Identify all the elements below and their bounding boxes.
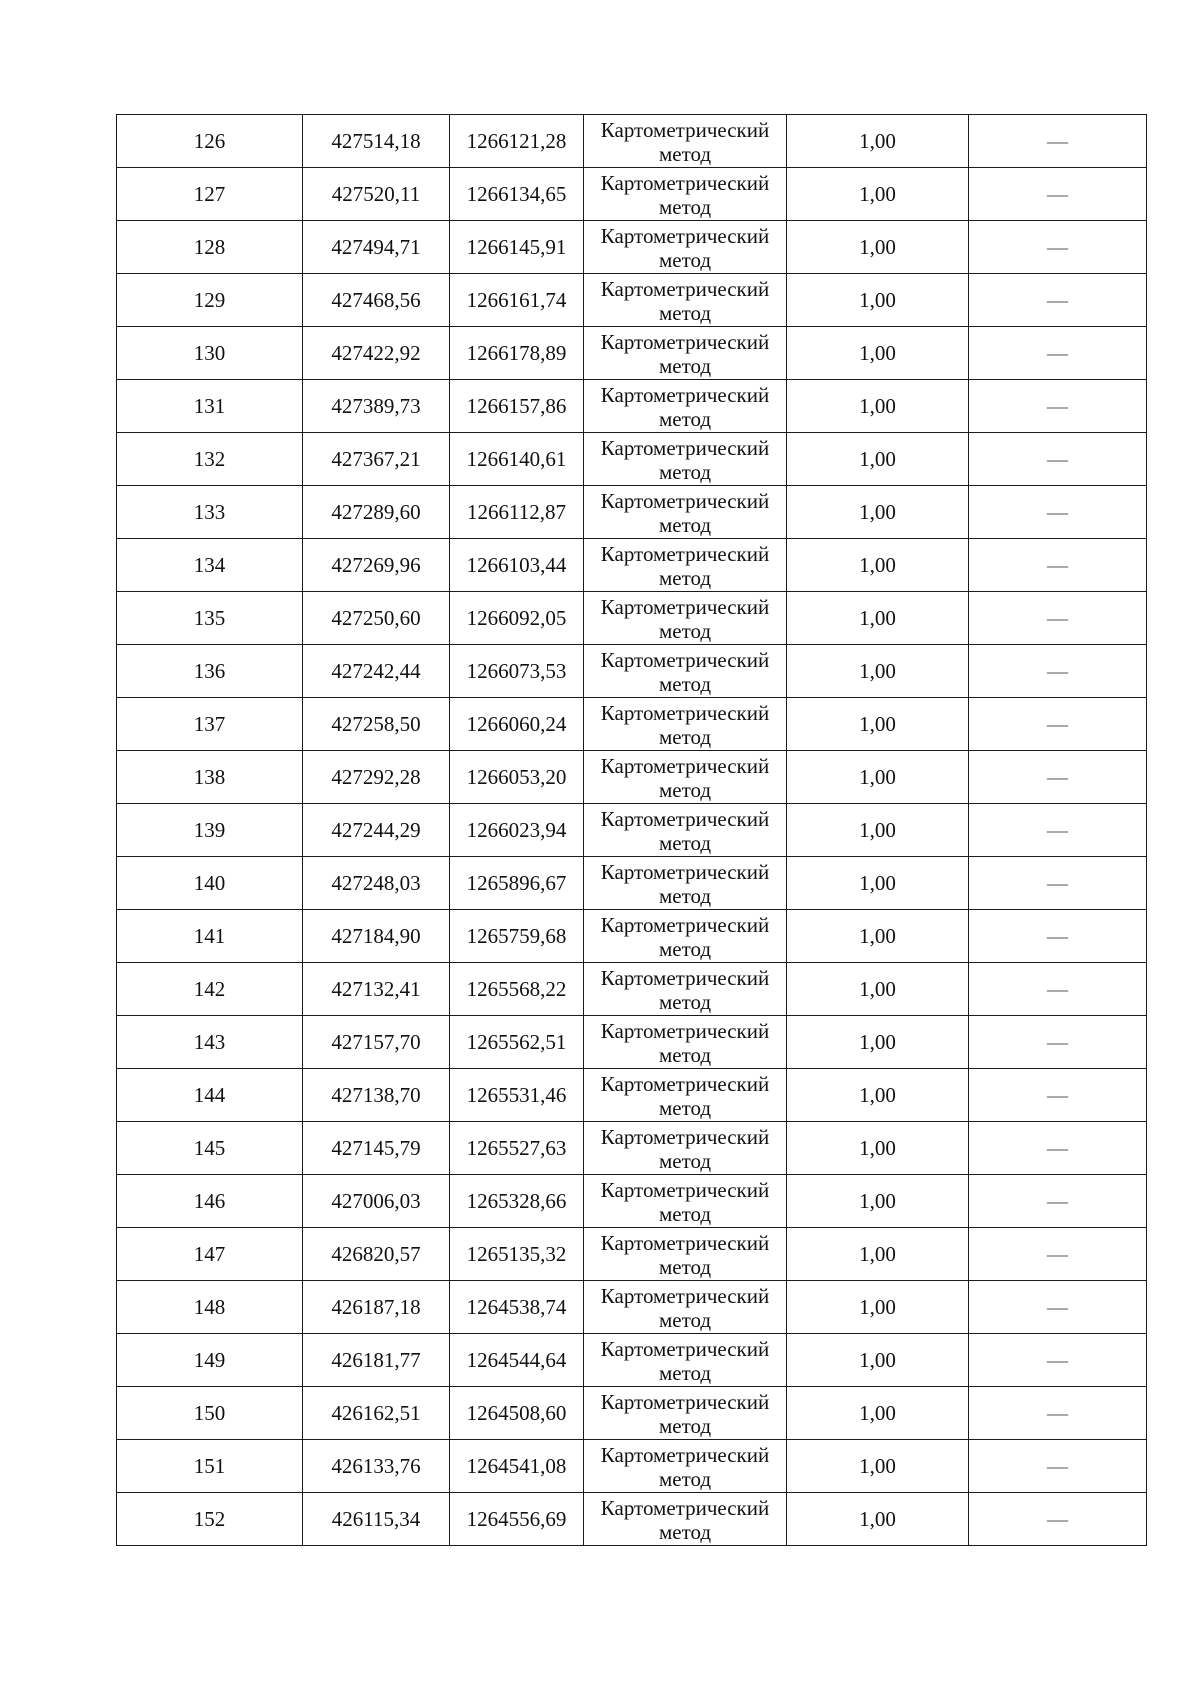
coordinate-x-cell: 427248,03 [303,857,450,910]
method-cell: Картометрический метод [584,539,787,592]
coordinate-y-cell: 1266060,24 [450,698,584,751]
point-number-cell: 137 [117,698,303,751]
coordinate-x-cell: 427289,60 [303,486,450,539]
note-cell: — [969,1387,1147,1440]
table-row [117,698,1147,751]
table-row [117,804,1147,857]
method-cell: Картометрический метод [584,486,787,539]
accuracy-cell: 1,00 [787,1334,969,1387]
note-cell: — [969,645,1147,698]
table-row [117,751,1147,804]
table-row [117,1440,1147,1493]
coordinate-x-cell: 427145,79 [303,1122,450,1175]
coordinate-x-cell: 427514,18 [303,115,450,168]
point-number-cell: 141 [117,910,303,963]
point-number-cell: 132 [117,433,303,486]
coordinate-y-cell: 1265562,51 [450,1016,584,1069]
coordinate-y-cell: 1265531,46 [450,1069,584,1122]
coordinate-y-cell: 1265135,32 [450,1228,584,1281]
table-row [117,380,1147,433]
coordinate-y-cell: 1266161,74 [450,274,584,327]
table-row [117,486,1147,539]
point-number-cell: 151 [117,1440,303,1493]
coordinate-x-cell: 426162,51 [303,1387,450,1440]
point-number-cell: 152 [117,1493,303,1546]
note-cell: — [969,1493,1147,1546]
table-row [117,327,1147,380]
table-row [117,115,1147,168]
point-number-cell: 149 [117,1334,303,1387]
table-row [117,1387,1147,1440]
coordinate-y-cell: 1264556,69 [450,1493,584,1546]
note-cell: — [969,857,1147,910]
point-number-cell: 145 [117,1122,303,1175]
table-row [117,963,1147,1016]
point-number-cell: 146 [117,1175,303,1228]
accuracy-cell: 1,00 [787,274,969,327]
accuracy-cell: 1,00 [787,751,969,804]
table-row [117,1281,1147,1334]
coordinate-x-cell: 427184,90 [303,910,450,963]
coordinates-table-body [117,115,1147,1546]
coordinate-x-cell: 426115,34 [303,1493,450,1546]
point-number-cell: 130 [117,327,303,380]
accuracy-cell: 1,00 [787,963,969,1016]
method-cell: Картометрический метод [584,592,787,645]
method-cell: Картометрический метод [584,1281,787,1334]
coordinate-y-cell: 1265896,67 [450,857,584,910]
accuracy-cell: 1,00 [787,486,969,539]
method-cell: Картометрический метод [584,433,787,486]
coordinate-y-cell: 1265759,68 [450,910,584,963]
accuracy-cell: 1,00 [787,1493,969,1546]
coordinate-x-cell: 426133,76 [303,1440,450,1493]
point-number-cell: 144 [117,1069,303,1122]
coordinate-y-cell: 1266112,87 [450,486,584,539]
method-cell: Картометрический метод [584,751,787,804]
coordinate-y-cell: 1264508,60 [450,1387,584,1440]
coordinate-x-cell: 427269,96 [303,539,450,592]
accuracy-cell: 1,00 [787,539,969,592]
note-cell: — [969,1440,1147,1493]
method-cell: Картометрический метод [584,1440,787,1493]
point-number-cell: 133 [117,486,303,539]
method-cell: Картометрический метод [584,1016,787,1069]
coordinate-x-cell: 427132,41 [303,963,450,1016]
note-cell: — [969,380,1147,433]
method-cell: Картометрический метод [584,380,787,433]
method-cell: Картометрический метод [584,1122,787,1175]
table-row [117,433,1147,486]
accuracy-cell: 1,00 [787,1122,969,1175]
note-cell: — [969,168,1147,221]
accuracy-cell: 1,00 [787,1016,969,1069]
method-cell: Картометрический метод [584,645,787,698]
accuracy-cell: 1,00 [787,327,969,380]
coordinate-y-cell: 1266178,89 [450,327,584,380]
coordinate-y-cell: 1266157,86 [450,380,584,433]
coordinate-y-cell: 1266134,65 [450,168,584,221]
method-cell: Картометрический метод [584,327,787,380]
coordinate-y-cell: 1265568,22 [450,963,584,1016]
point-number-cell: 150 [117,1387,303,1440]
method-cell: Картометрический метод [584,1334,787,1387]
note-cell: — [969,1281,1147,1334]
coordinate-x-cell: 427244,29 [303,804,450,857]
accuracy-cell: 1,00 [787,698,969,751]
accuracy-cell: 1,00 [787,115,969,168]
note-cell: — [969,1175,1147,1228]
coordinate-y-cell: 1266023,94 [450,804,584,857]
accuracy-cell: 1,00 [787,1069,969,1122]
method-cell: Картометрический метод [584,804,787,857]
method-cell: Картометрический метод [584,963,787,1016]
point-number-cell: 142 [117,963,303,1016]
point-number-cell: 136 [117,645,303,698]
coordinate-y-cell: 1266073,53 [450,645,584,698]
method-cell: Картометрический метод [584,115,787,168]
table-row [117,539,1147,592]
note-cell: — [969,1069,1147,1122]
note-cell: — [969,539,1147,592]
accuracy-cell: 1,00 [787,1175,969,1228]
coordinate-y-cell: 1265527,63 [450,1122,584,1175]
table-row [117,274,1147,327]
table-row [117,1493,1147,1546]
note-cell: — [969,433,1147,486]
coordinate-x-cell: 427157,70 [303,1016,450,1069]
coordinate-x-cell: 427494,71 [303,221,450,274]
accuracy-cell: 1,00 [787,380,969,433]
note-cell: — [969,327,1147,380]
method-cell: Картометрический метод [584,910,787,963]
table-row [117,1228,1147,1281]
point-number-cell: 131 [117,380,303,433]
note-cell: — [969,1016,1147,1069]
note-cell: — [969,963,1147,1016]
coordinate-x-cell: 427422,92 [303,327,450,380]
method-cell: Картометрический метод [584,168,787,221]
note-cell: — [969,1122,1147,1175]
table-row [117,1175,1147,1228]
accuracy-cell: 1,00 [787,910,969,963]
accuracy-cell: 1,00 [787,1387,969,1440]
coordinate-x-cell: 427292,28 [303,751,450,804]
point-number-cell: 147 [117,1228,303,1281]
point-number-cell: 128 [117,221,303,274]
accuracy-cell: 1,00 [787,592,969,645]
note-cell: — [969,804,1147,857]
coordinate-x-cell: 427138,70 [303,1069,450,1122]
note-cell: — [969,221,1147,274]
table-row [117,221,1147,274]
point-number-cell: 139 [117,804,303,857]
note-cell: — [969,1334,1147,1387]
method-cell: Картометрический метод [584,1228,787,1281]
coordinate-y-cell: 1266103,44 [450,539,584,592]
table-row [117,645,1147,698]
accuracy-cell: 1,00 [787,804,969,857]
table-row [117,168,1147,221]
coordinate-y-cell: 1264544,64 [450,1334,584,1387]
point-number-cell: 135 [117,592,303,645]
coordinate-x-cell: 426820,57 [303,1228,450,1281]
accuracy-cell: 1,00 [787,645,969,698]
coordinate-x-cell: 427006,03 [303,1175,450,1228]
accuracy-cell: 1,00 [787,221,969,274]
point-number-cell: 138 [117,751,303,804]
accuracy-cell: 1,00 [787,857,969,910]
note-cell: — [969,115,1147,168]
point-number-cell: 134 [117,539,303,592]
accuracy-cell: 1,00 [787,1281,969,1334]
note-cell: — [969,274,1147,327]
note-cell: — [969,486,1147,539]
table-row [117,1122,1147,1175]
coordinate-x-cell: 427242,44 [303,645,450,698]
accuracy-cell: 1,00 [787,168,969,221]
table-row [117,1334,1147,1387]
coordinate-x-cell: 427389,73 [303,380,450,433]
note-cell: — [969,1228,1147,1281]
point-number-cell: 126 [117,115,303,168]
method-cell: Картометрический метод [584,857,787,910]
coordinates-table [116,114,1147,1546]
coordinate-x-cell: 427520,11 [303,168,450,221]
method-cell: Картометрический метод [584,1175,787,1228]
accuracy-cell: 1,00 [787,1440,969,1493]
coordinate-x-cell: 427468,56 [303,274,450,327]
point-number-cell: 129 [117,274,303,327]
coordinate-y-cell: 1266092,05 [450,592,584,645]
method-cell: Картометрический метод [584,1069,787,1122]
table-row [117,1069,1147,1122]
table-row [117,910,1147,963]
accuracy-cell: 1,00 [787,433,969,486]
coordinate-y-cell: 1266140,61 [450,433,584,486]
table-row [117,592,1147,645]
method-cell: Картометрический метод [584,698,787,751]
point-number-cell: 140 [117,857,303,910]
note-cell: — [969,592,1147,645]
coordinate-x-cell: 426187,18 [303,1281,450,1334]
note-cell: — [969,698,1147,751]
method-cell: Картометрический метод [584,1493,787,1546]
coordinate-x-cell: 427367,21 [303,433,450,486]
point-number-cell: 127 [117,168,303,221]
coordinate-x-cell: 427258,50 [303,698,450,751]
coordinate-y-cell: 1266121,28 [450,115,584,168]
method-cell: Картометрический метод [584,1387,787,1440]
point-number-cell: 143 [117,1016,303,1069]
note-cell: — [969,751,1147,804]
note-cell: — [969,910,1147,963]
coordinate-y-cell: 1266145,91 [450,221,584,274]
table-row [117,857,1147,910]
coordinate-x-cell: 427250,60 [303,592,450,645]
accuracy-cell: 1,00 [787,1228,969,1281]
coordinate-y-cell: 1264538,74 [450,1281,584,1334]
coordinate-y-cell: 1264541,08 [450,1440,584,1493]
table-row [117,1016,1147,1069]
method-cell: Картометрический метод [584,274,787,327]
point-number-cell: 148 [117,1281,303,1334]
coordinate-y-cell: 1266053,20 [450,751,584,804]
coordinate-x-cell: 426181,77 [303,1334,450,1387]
method-cell: Картометрический метод [584,221,787,274]
coordinate-y-cell: 1265328,66 [450,1175,584,1228]
